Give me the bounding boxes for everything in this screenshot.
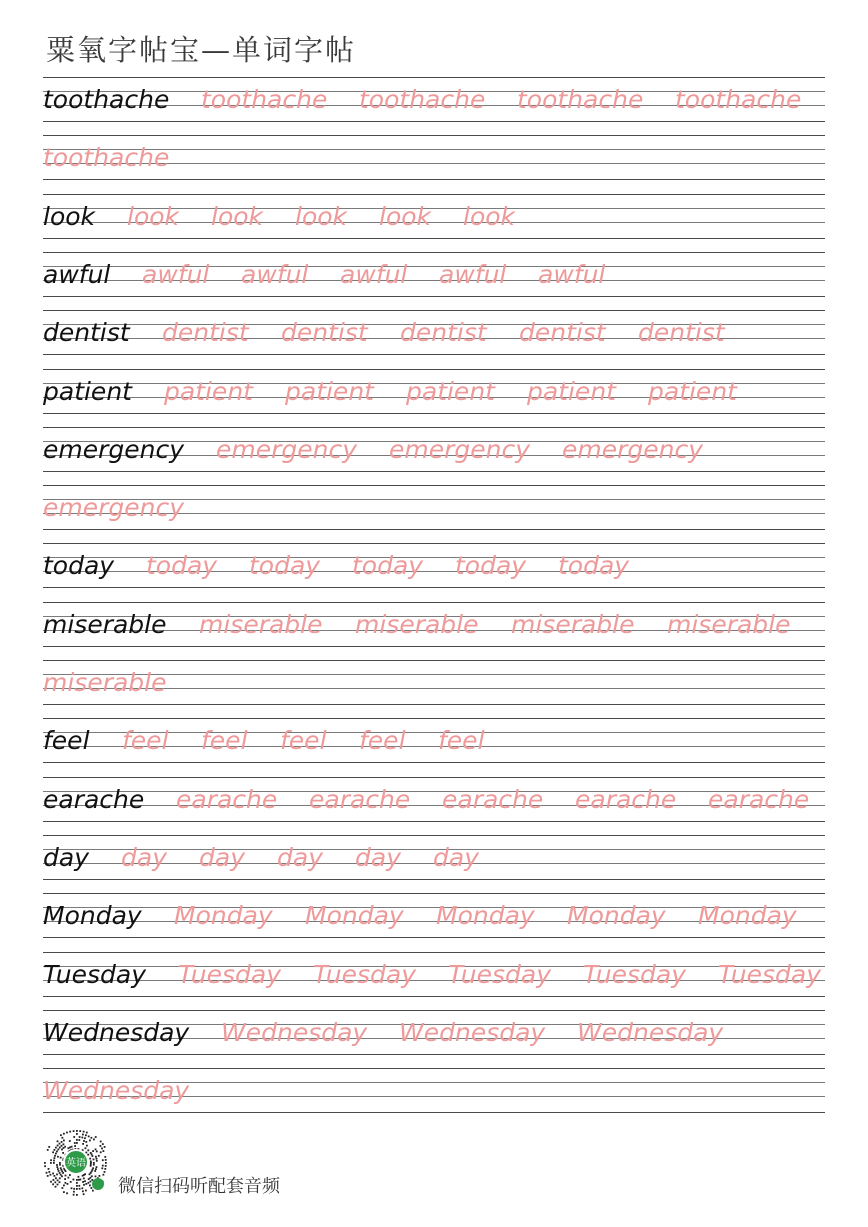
ruled-line	[43, 704, 825, 705]
trace-word: patient	[164, 376, 253, 406]
trace-word: look	[211, 201, 264, 231]
trace-word: awful	[142, 259, 210, 289]
trace-word: toothache	[359, 85, 486, 114]
trace-word: Tuesday	[313, 959, 416, 989]
ruled-line	[43, 980, 825, 981]
model-word: today	[43, 551, 115, 581]
practice-row	[43, 427, 825, 485]
practice-row	[43, 777, 825, 835]
trace-word: feel	[122, 726, 169, 756]
trace-word: dentist	[519, 318, 606, 348]
ruled-line	[43, 966, 825, 967]
trace-word: look	[379, 201, 432, 231]
practice-row	[43, 485, 825, 543]
ruled-line	[43, 835, 825, 836]
practice-row	[43, 1068, 825, 1126]
trace-word: earache	[708, 784, 810, 814]
ruled-line	[43, 777, 825, 778]
trace-word: Tuesday	[583, 959, 686, 989]
ruled-line	[43, 1010, 825, 1011]
trace-word: miserable	[199, 609, 323, 639]
practice-row	[43, 602, 825, 660]
qr-badge-label: 英语	[66, 1158, 86, 1169]
trace-word: dentist	[162, 318, 249, 348]
trace-word: awful	[538, 259, 606, 289]
trace-word: Monday	[436, 901, 535, 931]
trace-word: Wednesday	[43, 1076, 190, 1106]
ruled-line	[43, 471, 825, 472]
trace-word: look	[127, 201, 180, 231]
trace-word: today	[249, 551, 321, 581]
ruled-line	[43, 952, 825, 953]
ruled-line	[43, 296, 825, 297]
ruled-line	[43, 543, 825, 544]
trace-word: feel	[359, 726, 406, 756]
ruled-line	[43, 135, 825, 136]
trace-word: Tuesday	[448, 959, 551, 989]
model-word: awful	[43, 259, 111, 289]
trace-word: emergency	[216, 434, 358, 464]
page-title: 粟氧字帖宝—单词字帖	[46, 33, 357, 67]
ruled-line	[43, 252, 825, 253]
trace-word: earache	[442, 784, 544, 814]
model-word: patient	[43, 376, 132, 406]
ruled-line	[43, 602, 825, 603]
trace-word: emergency	[43, 493, 185, 523]
practice-row	[43, 194, 825, 252]
qr-code-icon[interactable]	[40, 1126, 112, 1198]
trace-word: awful	[241, 259, 309, 289]
footer-caption: 微信扫码听配套音频	[118, 1176, 280, 1197]
trace-word: emergency	[389, 434, 531, 464]
ruled-line	[43, 485, 825, 486]
trace-word: earache	[309, 784, 411, 814]
ruled-line	[43, 996, 825, 997]
trace-word: miserable	[43, 668, 167, 697]
trace-word: dentist	[281, 318, 368, 348]
trace-word: awful	[439, 259, 507, 289]
model-word: Tuesday	[43, 959, 146, 989]
ruled-line	[43, 77, 825, 78]
ruled-line	[43, 646, 825, 647]
model-word: Wednesday	[43, 1017, 190, 1047]
practice-row	[43, 310, 825, 368]
ruled-line	[43, 1068, 825, 1069]
ruled-line	[43, 660, 825, 661]
trace-word: patient	[527, 376, 616, 406]
trace-word: earache	[575, 784, 677, 814]
audio-footer	[40, 1126, 440, 1201]
trace-word: Wednesday	[577, 1017, 724, 1047]
ruled-line	[43, 529, 825, 530]
trace-word: today	[146, 551, 218, 581]
trace-word: look	[295, 201, 348, 231]
model-word: toothache	[43, 85, 170, 114]
ruled-line	[43, 937, 825, 938]
practice-row	[43, 77, 825, 135]
ruled-line	[43, 893, 825, 894]
trace-word: day	[121, 842, 167, 872]
trace-word: Tuesday	[718, 959, 821, 989]
trace-word: look	[463, 201, 516, 231]
model-word: feel	[43, 726, 90, 756]
trace-word: Monday	[567, 901, 666, 931]
trace-word: today	[558, 551, 630, 581]
trace-word: Monday	[305, 901, 404, 931]
model-word: emergency	[43, 434, 185, 464]
trace-word: feel	[438, 726, 485, 756]
trace-word: Wednesday	[221, 1017, 368, 1047]
trace-word: day	[433, 842, 479, 872]
ruled-line	[43, 194, 825, 195]
ruled-line	[43, 369, 825, 370]
trace-word: Wednesday	[399, 1017, 546, 1047]
ruled-line	[43, 121, 825, 122]
ruled-line	[43, 821, 825, 822]
trace-word: dentist	[638, 318, 725, 348]
trace-word: miserable	[667, 609, 791, 639]
ruled-line	[43, 427, 825, 428]
trace-word: day	[199, 842, 245, 872]
ruled-line	[43, 587, 825, 588]
model-word: miserable	[43, 609, 167, 639]
ruled-line	[43, 762, 825, 763]
practice-row	[43, 543, 825, 601]
trace-word: Monday	[174, 901, 273, 931]
ruled-line	[43, 310, 825, 311]
practice-row	[43, 660, 825, 718]
ruled-line	[43, 1112, 825, 1113]
ruled-line	[43, 238, 825, 239]
trace-word: day	[277, 842, 323, 872]
trace-word: patient	[406, 376, 495, 406]
trace-word: awful	[340, 259, 408, 289]
trace-word: Tuesday	[178, 959, 281, 989]
trace-word: toothache	[517, 85, 644, 114]
trace-word: day	[355, 842, 401, 872]
trace-word: feel	[201, 726, 248, 756]
trace-word: emergency	[562, 434, 704, 464]
ruled-line	[43, 879, 825, 880]
model-word: Monday	[43, 901, 142, 931]
trace-word: miserable	[355, 609, 479, 639]
trace-word: toothache	[675, 85, 802, 114]
ruled-line	[43, 354, 825, 355]
ruled-line	[43, 413, 825, 414]
model-word: earache	[43, 784, 145, 814]
trace-word: Monday	[698, 901, 797, 931]
trace-word: toothache	[201, 85, 328, 114]
practice-row	[43, 135, 825, 193]
ruled-line	[43, 718, 825, 719]
model-word: day	[43, 842, 89, 872]
model-word: dentist	[43, 318, 130, 348]
trace-word: today	[352, 551, 424, 581]
practice-row	[43, 952, 825, 1010]
ruled-line	[43, 179, 825, 180]
practice-row	[43, 369, 825, 427]
model-word: look	[43, 201, 96, 231]
ruled-line	[43, 1054, 825, 1055]
trace-word: patient	[648, 376, 737, 406]
practice-row	[43, 252, 825, 310]
trace-word: feel	[280, 726, 327, 756]
practice-row	[43, 835, 825, 893]
trace-word: toothache	[43, 143, 170, 173]
trace-word: miserable	[511, 609, 635, 639]
trace-word: earache	[176, 784, 278, 814]
practice-row	[43, 893, 825, 951]
trace-word: dentist	[400, 318, 487, 348]
practice-row	[43, 1010, 825, 1068]
practice-row	[43, 718, 825, 776]
trace-word: today	[455, 551, 527, 581]
trace-word: patient	[285, 376, 374, 406]
